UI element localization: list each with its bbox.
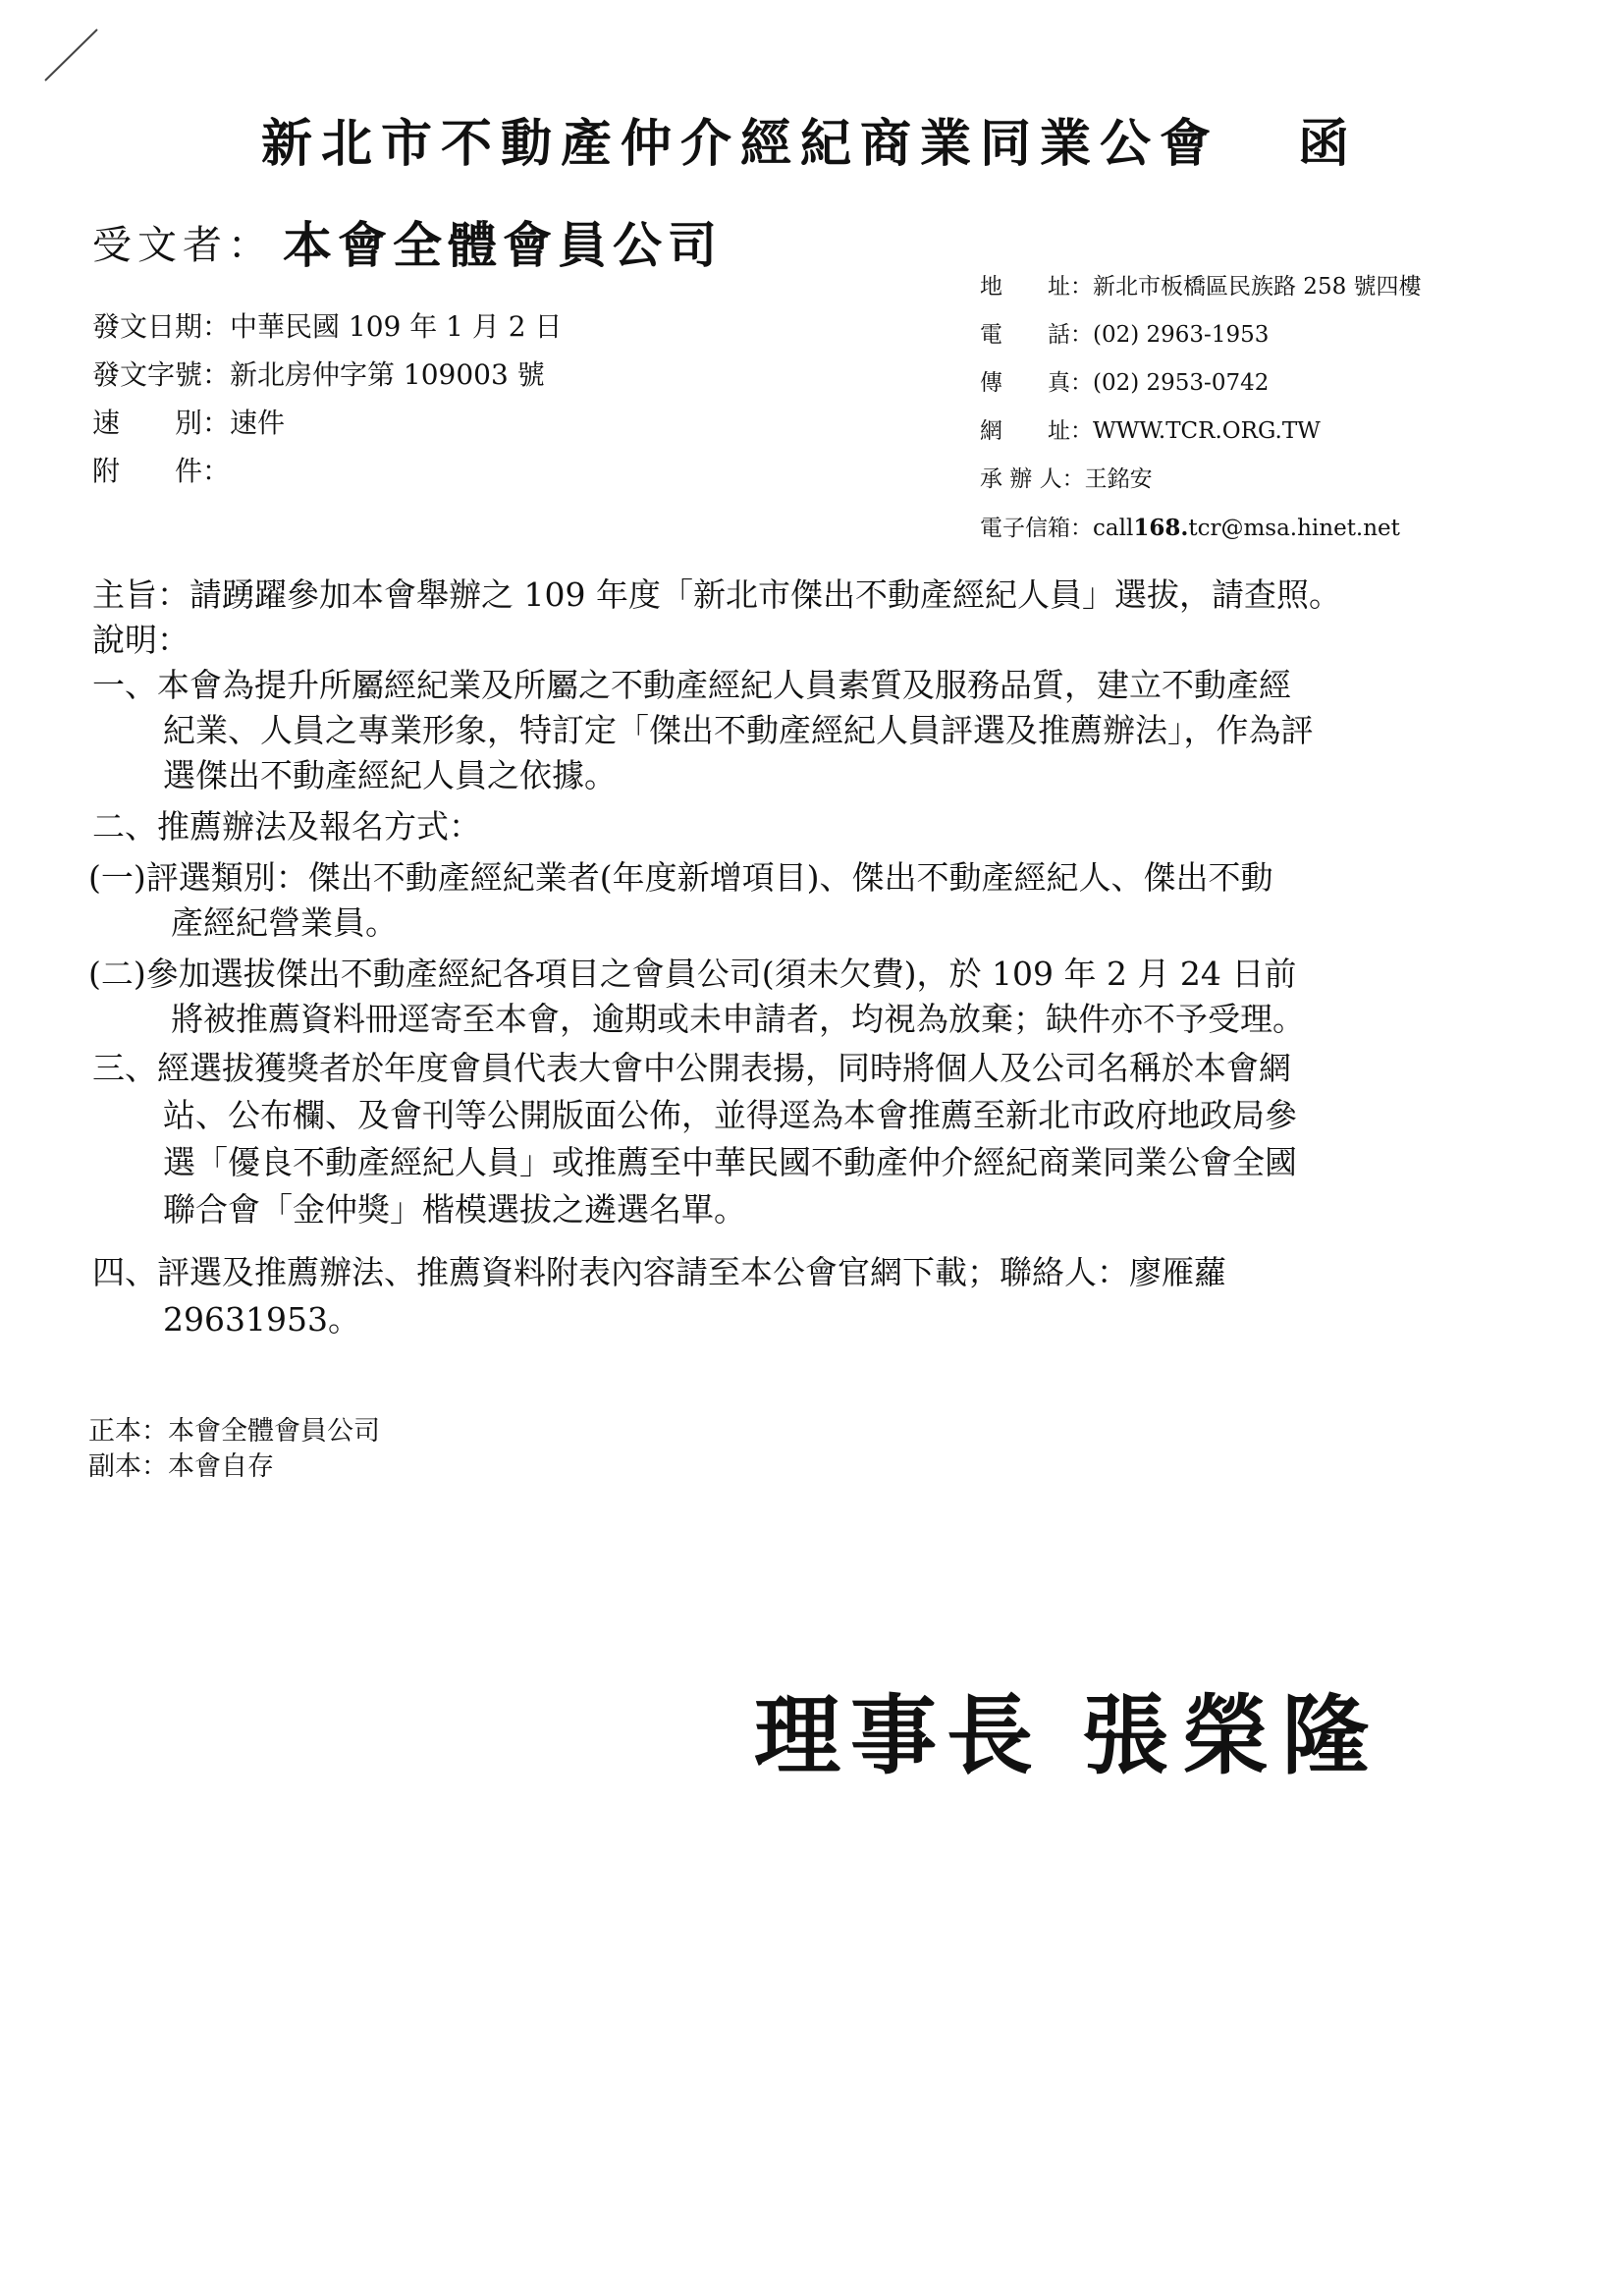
copy-duplicate (88, 1449, 380, 1485)
signature-title: 理事長 (754, 1684, 1044, 1786)
body-line: 聯合會「金仲獎」楷模選拔之遴選名單。 (163, 1190, 746, 1229)
contact-website (980, 408, 1422, 456)
meta-value: 新北房仲字第 109003 號 (230, 358, 545, 391)
body-line: 二、推薦辦法及報名方式： (92, 807, 481, 846)
contact-value: 王銘安 (1084, 466, 1153, 492)
subject-line: 主旨：請踴躍參加本會舉辦之 109 年度「新北市傑出不動產經紀人員」選拔，請查照。 (92, 575, 1341, 614)
contact-value: (02) 2963-1953 (1093, 322, 1270, 348)
body-line: 將被推薦資料冊逕寄至本會，逾期或未申請者，均視為放棄；缺件亦不予受理。 (171, 1000, 1305, 1038)
document-title (261, 102, 1358, 176)
contact-email (980, 504, 1422, 552)
body-line: 一、本會為提升所屬經紀業及所屬之不動產經紀人員素質及服務品質，建立不動產經 (92, 666, 1291, 704)
body-line: 選傑出不動產經紀人員之依據。 (163, 756, 617, 794)
copy-value: 本會自存 (168, 1451, 274, 1482)
recipient-label: 受文者： (92, 223, 273, 268)
meta-label: 速 別： (92, 407, 231, 439)
contact-label: 承 辦 人： (980, 466, 1085, 492)
body-line: 29631953。 (163, 1300, 360, 1339)
meta-value: 速件 (230, 407, 286, 439)
contact-value: 新北市板橋區民族路 258 號四樓 (1093, 274, 1422, 300)
contact-label: 電子信箱： (980, 516, 1093, 541)
copy-value: 本會全體會員公司 (168, 1416, 380, 1447)
contact-label: 傳 真： (980, 370, 1093, 396)
contact-label: 地 址： (980, 274, 1093, 300)
contact-address (980, 263, 1422, 311)
contact-block (980, 263, 1422, 552)
contact-fax (980, 359, 1422, 408)
body-line: (二)參加選拔傑出不動產經紀各項目之會員公司(須未欠費)，於 109 年 2 月 24 日前 (88, 955, 1297, 993)
body-line: 選「優良不動產經紀人員」或推薦至中華民國不動產仲介經紀商業同業公會全國 (163, 1143, 1297, 1181)
email-suffix: tcr@msa.hinet.net (1188, 516, 1400, 541)
email-prefix: call (1093, 516, 1134, 541)
contact-value: (02) 2953-0742 (1093, 370, 1270, 396)
body-line: 四、評選及推薦辦法、推薦資料附表內容請至本公會官網下載；聯絡人：廖雁蘿 (92, 1253, 1226, 1291)
email-bold-part: 168. (1133, 515, 1189, 541)
recipient-value: 本會全體會員公司 (283, 216, 723, 274)
pen-stroke-mark (43, 24, 112, 82)
copy-original (88, 1414, 380, 1449)
meta-row-doc-number (92, 351, 563, 399)
contact-label: 網 址： (980, 418, 1093, 444)
contact-phone (980, 311, 1422, 359)
body-line: 三、經選拔獲獎者於年度會員代表大會中公開表揚，同時將個人及公司名稱於本會網 (92, 1049, 1291, 1087)
meta-row-priority (92, 399, 563, 447)
signature-name: 張榮隆 (1082, 1684, 1383, 1786)
meta-label: 發文日期： (92, 310, 231, 343)
meta-row-attachment (92, 447, 563, 495)
meta-label: 發文字號： (92, 358, 231, 391)
org-name: 新北市不動產仲介經紀商業同業公會 (261, 114, 1220, 174)
copy-label: 正本： (88, 1416, 168, 1447)
meta-row-date (92, 302, 563, 351)
copies-block (88, 1414, 380, 1485)
body-line: 站、公布欄、及會刊等公開版面公佈，並得逕為本會推薦至新北市政府地政局參 (163, 1096, 1297, 1134)
copy-label: 副本： (88, 1451, 168, 1482)
explanation-heading: 說明： (92, 621, 189, 659)
contact-handler (980, 456, 1422, 504)
contact-label: 電 話： (980, 322, 1093, 348)
contact-value: WWW.TCR.ORG.TW (1093, 418, 1321, 444)
body-line: 產經紀營業員。 (171, 903, 398, 942)
meta-value: 中華民國 109 年 1 月 2 日 (230, 310, 563, 343)
document-meta (92, 302, 563, 495)
doc-type: 函 (1298, 114, 1359, 174)
body-line: (一)評選類別：傑出不動產經紀業者(年度新增項目)、傑出不動產經紀人、傑出不動 (88, 858, 1273, 897)
meta-label: 附 件： (92, 455, 231, 487)
chairman-signature (754, 1667, 1382, 1791)
body-line: 紀業、人員之專業形象，特訂定「傑出不動產經紀人員評選及推薦辦法」，作為評 (163, 711, 1314, 749)
